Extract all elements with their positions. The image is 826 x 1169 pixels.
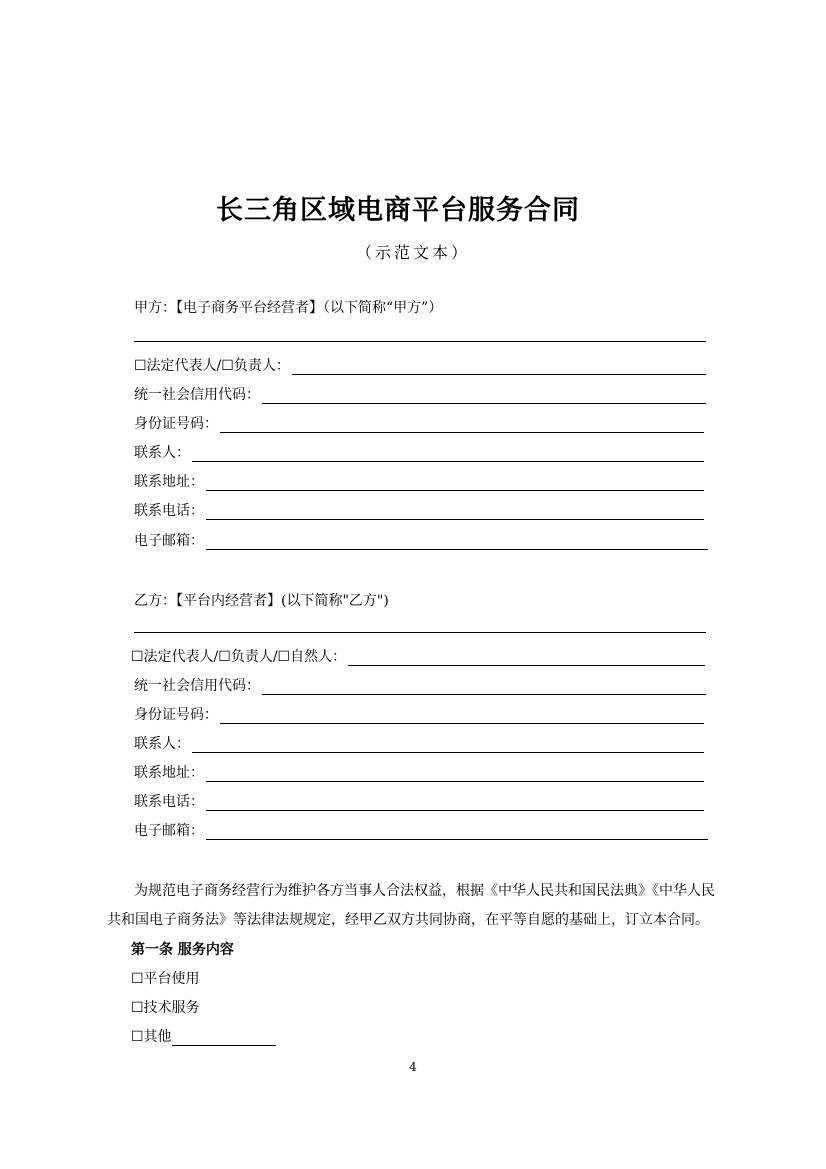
party-b-representative-field [131, 646, 705, 666]
fill-blank [206, 825, 708, 840]
field-label: 联系地址： [134, 474, 204, 490]
fill-blank [192, 447, 704, 462]
field-label: 联系电话： [134, 503, 204, 519]
fill-blank [262, 389, 706, 404]
fill-blank [206, 476, 704, 491]
preamble-line-1: 为规范电子商务经营行为维护各方当事人合法权益，根据《中华人民共和国民法典》《中华人民 [134, 883, 715, 899]
party-a-name-blank [134, 341, 706, 342]
option-label: ☐平台使用 [131, 971, 200, 987]
party-a-credit-code-field [134, 384, 706, 404]
field-label: ☐法定代表人/☐负责人/☐自然人： [131, 649, 347, 665]
field-label: 统一社会信用代码： [134, 678, 260, 694]
field-label: 联系人： [134, 445, 190, 461]
field-label: 统一社会信用代码： [134, 387, 260, 403]
page-number: 4 [409, 1060, 417, 1074]
fill-blank [192, 738, 704, 753]
option-label: ☐技术服务 [131, 1000, 200, 1016]
party-b-credit-code-field [134, 675, 706, 695]
fill-blank [220, 418, 704, 433]
fill-blank [206, 535, 708, 550]
fill-blank [206, 796, 704, 811]
party-a-address-field [134, 471, 704, 491]
party-b-header: 乙方：【平台内经营者】(以下简称"乙方") [134, 593, 389, 609]
option-technical-service [131, 997, 200, 1017]
fill-blank [206, 505, 704, 520]
option-platform-use [131, 968, 200, 988]
party-b-address-field [134, 762, 704, 782]
party-b-email-field [134, 820, 708, 840]
fill-blank [172, 1031, 276, 1046]
fill-blank [262, 680, 706, 695]
preamble-line-2: 共和国电子商务法》等法律法规规定，经甲乙双方共同协商，在平等自愿的基础上，订立本合同。 [107, 912, 709, 928]
party-a-contact-field [134, 442, 704, 462]
fill-blank [206, 767, 704, 782]
field-label: ☐法定代表人/☐负责人： [134, 358, 290, 374]
party-a-header: 甲方：【电子商务平台经营者】（以下简称“甲方”） [134, 300, 443, 316]
party-a-email-field [134, 530, 708, 550]
party-b-name-blank [134, 632, 706, 633]
field-label: 身份证号码： [134, 707, 218, 723]
party-b-id-number-field [134, 704, 704, 724]
field-label: 联系地址： [134, 765, 204, 781]
document-subtitle: （示范文本） [355, 243, 470, 262]
document-title: 长三角区域电商平台服务合同 [216, 195, 580, 226]
party-a-representative-field [134, 355, 706, 375]
field-label: 电子邮箱： [134, 823, 204, 839]
party-b-contact-field [134, 733, 704, 753]
option-label: ☐其他 [131, 1029, 172, 1045]
field-label: 身份证号码： [134, 416, 218, 432]
option-other [131, 1026, 276, 1046]
field-label: 联系人： [134, 736, 190, 752]
party-a-id-number-field [134, 413, 704, 433]
fill-blank [348, 651, 705, 666]
field-label: 联系电话： [134, 794, 204, 810]
party-a-phone-field [134, 500, 704, 520]
fill-blank [292, 360, 706, 375]
field-label: 电子邮箱： [134, 533, 204, 549]
fill-blank [220, 709, 704, 724]
party-b-phone-field [134, 791, 704, 811]
article-1-title: 第一条 服务内容 [131, 942, 234, 958]
